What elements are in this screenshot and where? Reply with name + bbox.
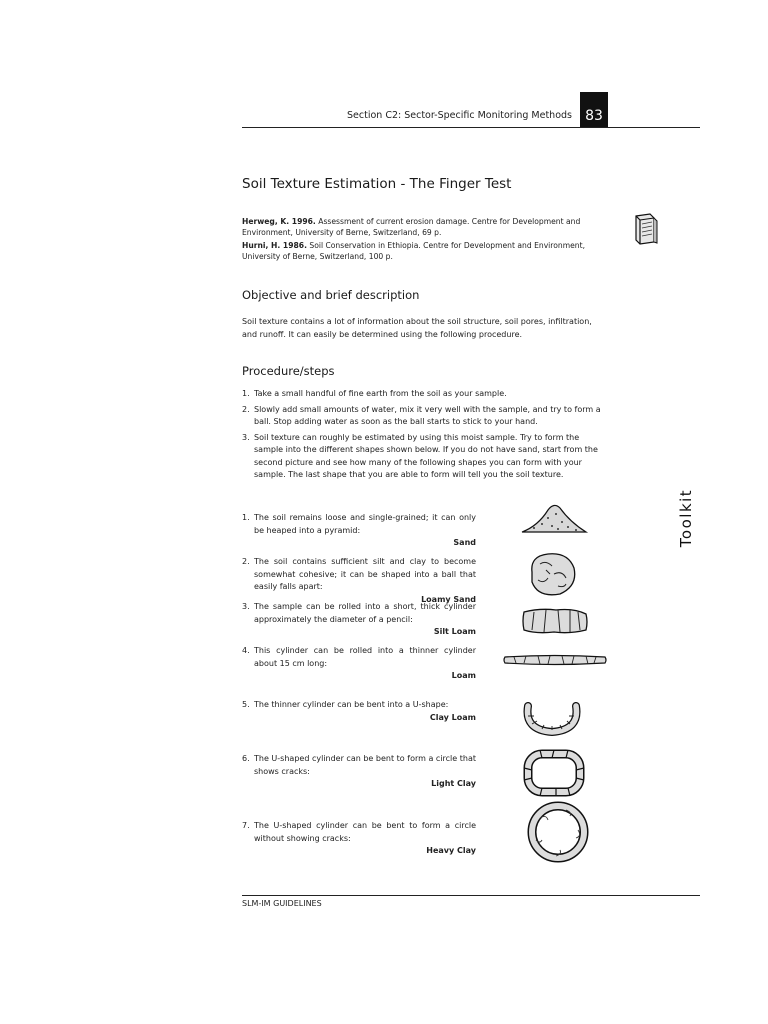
reference-item bbox=[242, 240, 608, 262]
shape-result: Loam bbox=[451, 671, 476, 680]
step-item bbox=[242, 388, 610, 401]
step-number: 2. bbox=[242, 404, 250, 414]
shape-text: The thinner cylinder can be bent into a U-shape: bbox=[254, 700, 449, 709]
thick-cylinder-illustration bbox=[520, 604, 590, 636]
shape-text: The sample can be rolled into a short, thick cylinder approximately the diameter of a pencil: bbox=[254, 602, 476, 624]
shape-text: The soil remains loose and single-grained; it can only be heaped into a pyramid: bbox=[254, 513, 476, 535]
step-item bbox=[242, 404, 610, 429]
shape-result: Heavy Clay bbox=[426, 846, 476, 855]
procedure-heading: Procedure/steps bbox=[242, 364, 335, 378]
shape-number: 3. bbox=[242, 602, 250, 611]
shape-item-heavy-clay bbox=[242, 820, 476, 858]
shape-result: Loamy Sand bbox=[421, 594, 476, 604]
reference-author: Herweg, K. 1996. bbox=[242, 217, 316, 226]
footer-rule bbox=[242, 895, 700, 896]
shape-text: The soil contains sufficient silt and clay to become somewhat cohesive; it can be shaped into a ball that easily falls apart: bbox=[254, 557, 476, 591]
shape-text: The U-shaped cylinder can be bent to form a circle that shows cracks: bbox=[254, 754, 476, 776]
shape-item-light-clay bbox=[242, 753, 476, 791]
thin-cylinder-illustration bbox=[502, 652, 608, 668]
shape-item-loamy-sand bbox=[242, 556, 476, 606]
u-shape-illustration bbox=[522, 702, 582, 736]
header-rule bbox=[242, 127, 700, 128]
step-text: Soil texture can roughly be estimated by using this moist sample. Try to form the sample into the different shapes shown below. If you do not have sand, start from the second picture and see how many of the following shapes you can form with your sample. The last shape that you are able to form will tell you the soil texture. bbox=[254, 432, 598, 479]
reference-author: Hurni, H. 1986. bbox=[242, 241, 307, 250]
shape-number: 6. bbox=[242, 754, 250, 763]
reference-item bbox=[242, 216, 608, 238]
step-number: 3. bbox=[242, 432, 250, 442]
page-number: 83 bbox=[580, 92, 608, 128]
shape-item-clay-loam bbox=[242, 699, 476, 724]
solid-ring-illustration bbox=[526, 800, 590, 864]
shape-number: 7. bbox=[242, 821, 250, 830]
sand-pyramid-illustration bbox=[518, 500, 590, 536]
toolkit-side-tab bbox=[672, 486, 700, 550]
step-text: Slowly add small amounts of water, mix it very well with the sample, and try to form a ball. Stop adding water as soon as the ball starts to stick to your hand. bbox=[254, 404, 601, 426]
shape-result: Silt Loam bbox=[433, 627, 476, 636]
shape-item-sand bbox=[242, 512, 476, 550]
shape-result: Light Clay bbox=[431, 779, 476, 788]
objective-heading: Objective and brief description bbox=[242, 288, 420, 302]
shape-result: Sand bbox=[453, 538, 476, 547]
step-number: 1. bbox=[242, 389, 250, 398]
reference-text: Assessment of current erosion damage. Centre for Development and Environment, University of Berne, Switzerland, 69 p. bbox=[242, 217, 581, 237]
shape-number: 5. bbox=[242, 700, 250, 709]
toolkit-label: Toolkit bbox=[677, 488, 695, 548]
reference-text: Soil Conservation in Ethiopia. Centre for Development and Environment, University of Berne, Switzerland, 100 p. bbox=[242, 241, 585, 261]
shape-number: 2. bbox=[242, 557, 250, 566]
cracked-ring-illustration bbox=[522, 748, 586, 798]
shape-number: 4. bbox=[242, 646, 250, 655]
step-text: Take a small handful of fine earth from the soil as your sample. bbox=[254, 389, 507, 398]
running-header: Section C2: Sector-Specific Monitoring Methods bbox=[347, 110, 572, 121]
shape-item-loam bbox=[242, 645, 476, 683]
shape-result: Clay Loam bbox=[429, 712, 476, 722]
procedure-steps bbox=[242, 388, 610, 485]
shape-text: This cylinder can be rolled into a thinner cylinder about 15 cm long: bbox=[254, 646, 476, 668]
running-footer: SLM-IM GUIDELINES bbox=[242, 899, 322, 908]
step-item bbox=[242, 432, 610, 482]
page-title: Soil Texture Estimation - The Finger Test bbox=[242, 176, 512, 192]
shape-number: 1. bbox=[242, 513, 250, 522]
objective-text: Soil texture contains a lot of information about the soil structure, soil pores, infiltration, and runoff. It can easily be determined using the following procedure. bbox=[242, 317, 592, 339]
shape-item-silt-loam bbox=[242, 601, 476, 639]
shape-text: The U-shaped cylinder can be bent to form a circle without showing cracks: bbox=[254, 821, 476, 843]
references bbox=[242, 216, 608, 264]
book-icon bbox=[630, 212, 660, 246]
ball-illustration bbox=[524, 550, 580, 598]
